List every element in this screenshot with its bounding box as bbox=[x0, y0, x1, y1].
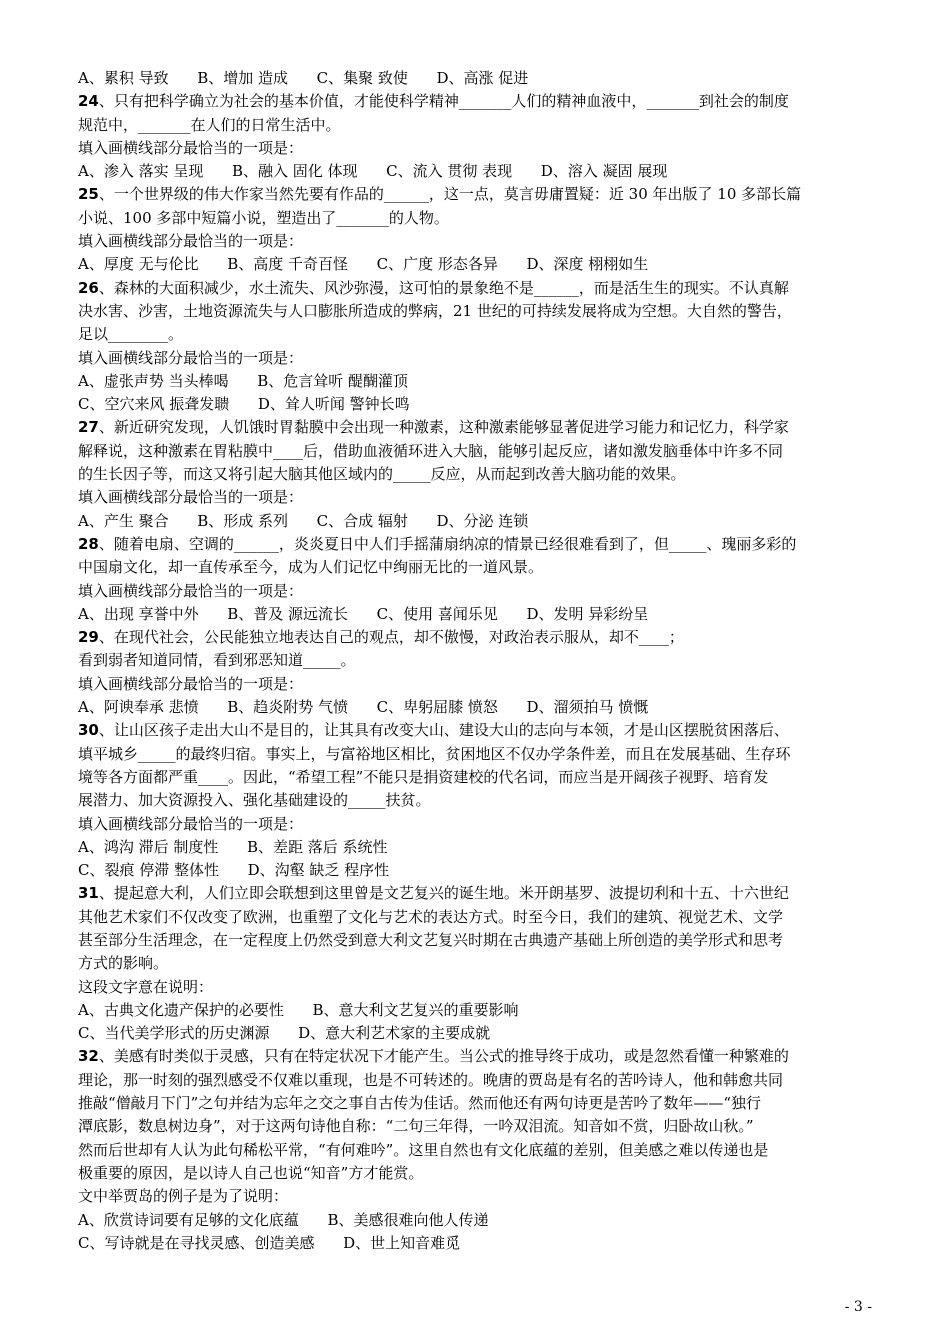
text-line bbox=[78, 952, 878, 975]
text-line bbox=[78, 580, 878, 603]
question-line bbox=[78, 1045, 878, 1068]
question-line bbox=[78, 882, 878, 905]
line-text: 填平城乡_____的最终归宿。事实上，与富裕地区相比，贫困地区不仅办学条件差，而且在发展基础、生存环 bbox=[78, 744, 791, 763]
line-text: 、只有把科学确立为社会的基本价值，才能使科学精神_______人们的精神血液中，_______到社会的制度 bbox=[98, 92, 789, 111]
line-text: 极重要的原因，是以诗人自己也说“知音”方才能赏。 bbox=[78, 1163, 424, 1182]
line-text: A、阿谀奉承 悲愤 B、趋炎附势 气愤 C、卑躬屈膝 愤怒 D、溜须拍马 愤慨 bbox=[78, 698, 649, 717]
document-body bbox=[78, 67, 878, 1255]
question-number: 27 bbox=[78, 418, 99, 437]
question-number: 29 bbox=[78, 628, 99, 647]
question-line bbox=[78, 90, 878, 113]
text-line bbox=[78, 1115, 878, 1138]
line-text: A、古典文化遗产保护的必要性 B、意大利文艺复兴的重要影响 bbox=[78, 1000, 519, 1019]
question-number: 30 bbox=[78, 721, 99, 740]
page-number: - 3 - bbox=[844, 1299, 872, 1315]
text-line bbox=[78, 440, 878, 463]
line-text: 其他艺术家们不仅改变了欧洲，也重塑了文化与艺术的表达方式。时至今日，我们的建筑、视觉艺术、文学 bbox=[78, 907, 784, 926]
text-line bbox=[78, 1092, 878, 1115]
question-number: 26 bbox=[78, 278, 99, 297]
text-line bbox=[78, 556, 878, 579]
line-text: 然而后世却有人认为此句稀松平常，“有何难吟”。这里自然也有文化底蕴的差别，但美感之难以传递也是 bbox=[78, 1140, 769, 1159]
question-line bbox=[78, 719, 878, 742]
line-text: C、空穴来风 振聋发聩 D、耸人听闻 警钟长鸣 bbox=[78, 395, 410, 414]
line-text: 中国扇文化，却一直传承至今，成为人们记忆中绚丽无比的一道风景。 bbox=[78, 558, 544, 577]
line-text: 解释说，这种激素在胃粘膜中____后，借助血液循环进入大脑，能够引起反应，诸如激发脑垂体中许多不同 bbox=[78, 441, 784, 460]
line-text: A、厚度 无与伦比 B、高度 千奇百怪 C、广度 形态各异 D、深度 栩栩如生 bbox=[78, 255, 649, 274]
text-line bbox=[78, 1209, 878, 1232]
line-text: 、随着电扇、空调的______，炎炎夏日中人们手摇蒲扇纳凉的情景已经很难看到了，但_____、瑰丽多彩的 bbox=[98, 534, 797, 553]
line-text: 、提起意大利，人们立即会联想到这里曾是文艺复兴的诞生地。米开朗基罗、波提切利和十五、十六世纪 bbox=[98, 884, 789, 903]
line-text: A、出现 享誉中外 B、普及 源远流长 C、使用 喜闻乐见 D、发明 异彩纷呈 bbox=[78, 604, 649, 623]
line-text: 、一个世界级的伟大作家当然先要有作品的______，这一点，莫言毋庸置疑：近 30 年出版了 10 多部长篇 bbox=[98, 185, 802, 204]
text-line bbox=[78, 463, 878, 486]
text-line bbox=[78, 1232, 878, 1255]
question-number: 31 bbox=[78, 884, 99, 903]
line-text: 填入画横线部分最恰当的一项是： bbox=[78, 674, 304, 693]
line-text: 文中举贾岛的例子是为了说明： bbox=[78, 1187, 289, 1206]
question-line bbox=[78, 533, 878, 556]
line-text: 规范中，_______在人们的日常生活中。 bbox=[78, 115, 341, 134]
line-text: A、虚张声势 当头棒喝 B、危言耸听 醍醐灌顶 bbox=[78, 371, 409, 390]
text-line bbox=[78, 766, 878, 789]
text-line bbox=[78, 207, 878, 230]
text-line bbox=[78, 160, 878, 183]
text-line bbox=[78, 813, 878, 836]
line-text: C、当代美学形式的历史渊源 D、意大利艺术家的主要成就 bbox=[78, 1024, 491, 1043]
text-line bbox=[78, 929, 878, 952]
line-text: 决水害、沙害，土地资源流失与人口膨胀所造成的弊病，21 世纪的可持续发展将成为空想。大自然的警告， bbox=[78, 301, 792, 320]
text-line bbox=[78, 789, 878, 812]
text-line bbox=[78, 347, 878, 370]
text-line bbox=[78, 649, 878, 672]
text-line bbox=[78, 976, 878, 999]
line-text: 填入画横线部分最恰当的一项是： bbox=[78, 232, 304, 251]
question-line bbox=[78, 183, 878, 206]
text-line bbox=[78, 323, 878, 346]
question-number: 32 bbox=[78, 1047, 99, 1066]
text-line bbox=[78, 67, 878, 90]
text-line bbox=[78, 1022, 878, 1045]
text-line bbox=[78, 999, 878, 1022]
line-text: 、美感有时类似于灵感，只有在特定状况下才能产生。当公式的推导终于成功，或是忽然看懂一种繁难的 bbox=[98, 1047, 789, 1066]
line-text: 的生长因子等，而这又将引起大脑其他区域内的_____反应，从而起到改善大脑功能的效果。 bbox=[78, 465, 686, 484]
line-text: 、在现代社会，公民能独立地表达自己的观点，却不傲慢，对政治表示服从，却不____； bbox=[98, 628, 684, 647]
text-line bbox=[78, 1139, 878, 1162]
line-text: 看到弱者知道同情，看到邪恶知道_____。 bbox=[78, 651, 356, 670]
text-line bbox=[78, 486, 878, 509]
question-line bbox=[78, 277, 878, 300]
text-line bbox=[78, 300, 878, 323]
text-line bbox=[78, 510, 878, 533]
line-text: 推敲“僧敲月下门”之句并结为忘年之交之事自古传为佳话。然而他还有两句诗更是苦吟了数年——“独行 bbox=[78, 1094, 762, 1113]
text-line bbox=[78, 253, 878, 276]
line-text: 这段文字意在说明： bbox=[78, 977, 214, 996]
question-number: 25 bbox=[78, 185, 99, 204]
line-text: 小说、100 多部中短篇小说，塑造出了_______的人物。 bbox=[78, 208, 449, 227]
line-text: A、产生 聚合 B、形成 系列 C、合成 辐射 D、分泌 连锁 bbox=[78, 511, 529, 530]
line-text: 填入画横线部分最恰当的一项是： bbox=[78, 138, 304, 157]
line-text: 方式的影响。 bbox=[78, 954, 169, 973]
text-line bbox=[78, 696, 878, 719]
line-text: 境等各方面都严重____。因此，“希望工程”不能只是捐资建校的代名词，而应当是开阔孩子视野、培育发 bbox=[78, 767, 769, 786]
question-number: 24 bbox=[78, 92, 99, 111]
text-line bbox=[78, 370, 878, 393]
line-text: C、写诗就是在寻找灵感、创造美感 D、世上知音难觅 bbox=[78, 1233, 461, 1252]
question-line bbox=[78, 626, 878, 649]
line-text: A、渗入 落实 呈现 B、融入 固化 体现 C、流入 贯彻 表现 D、溶入 凝固 展现 bbox=[78, 162, 668, 181]
line-text: 、新近研究发现，人饥饿时胃黏膜中会出现一种激素，这种激素能够显著促进学习能力和记忆力，科学家 bbox=[98, 418, 789, 437]
text-line bbox=[78, 906, 878, 929]
line-text: 填入画横线部分最恰当的一项是： bbox=[78, 814, 304, 833]
text-line bbox=[78, 836, 878, 859]
text-line bbox=[78, 603, 878, 626]
line-text: A、鸿沟 滞后 制度性 B、差距 落后 系统性 bbox=[78, 837, 388, 856]
line-text: 、让山区孩子走出大山不是目的，让其具有改变大山、建设大山的志向与本领，才是山区摆脱贫困落后、 bbox=[98, 721, 789, 740]
line-text: 足以________。 bbox=[78, 325, 184, 344]
text-line bbox=[78, 114, 878, 137]
line-text: 填入画横线部分最恰当的一项是： bbox=[78, 488, 304, 507]
question-line bbox=[78, 416, 878, 439]
text-line bbox=[78, 673, 878, 696]
text-line bbox=[78, 1185, 878, 1208]
line-text: 展潜力、加大资源投入、强化基础建设的_____扶贫。 bbox=[78, 791, 431, 810]
line-text: 理论，那一时刻的强烈感受不仅难以重现，也是不可转述的。晚唐的贾岛是有名的苦吟诗人，他和韩愈共同 bbox=[78, 1070, 784, 1089]
text-line bbox=[78, 859, 878, 882]
line-text: 潭底影，数息树边身”，对于这两句诗他自称：“二句三年得，一吟双泪流。知音如不赏，归卧故山秋。” bbox=[78, 1117, 754, 1136]
line-text: 、森林的大面积减少，水土流失、风沙弥漫，这可怕的景象绝不是______，而是活生生的现实。不认真解 bbox=[98, 278, 789, 297]
text-line bbox=[78, 1162, 878, 1185]
text-line bbox=[78, 743, 878, 766]
line-text: 填入画横线部分最恰当的一项是： bbox=[78, 581, 304, 600]
text-line bbox=[78, 393, 878, 416]
question-number: 28 bbox=[78, 534, 99, 553]
line-text: A、累积 导致 B、增加 造成 C、集聚 致使 D、高涨 促进 bbox=[78, 69, 529, 87]
line-text: 填入画横线部分最恰当的一项是： bbox=[78, 348, 304, 367]
line-text: A、欣赏诗词要有足够的文化底蕴 B、美感很难向他人传递 bbox=[78, 1210, 489, 1229]
text-line bbox=[78, 137, 878, 160]
text-line bbox=[78, 1069, 878, 1092]
text-line bbox=[78, 230, 878, 253]
line-text: C、裂痕 停滞 整体性 D、沟壑 缺乏 程序性 bbox=[78, 861, 390, 880]
line-text: 甚至部分生活理念，在一定程度上仍然受到意大利文艺复兴时期在古典遗产基础上所创造的美学形式和思考 bbox=[78, 930, 784, 949]
